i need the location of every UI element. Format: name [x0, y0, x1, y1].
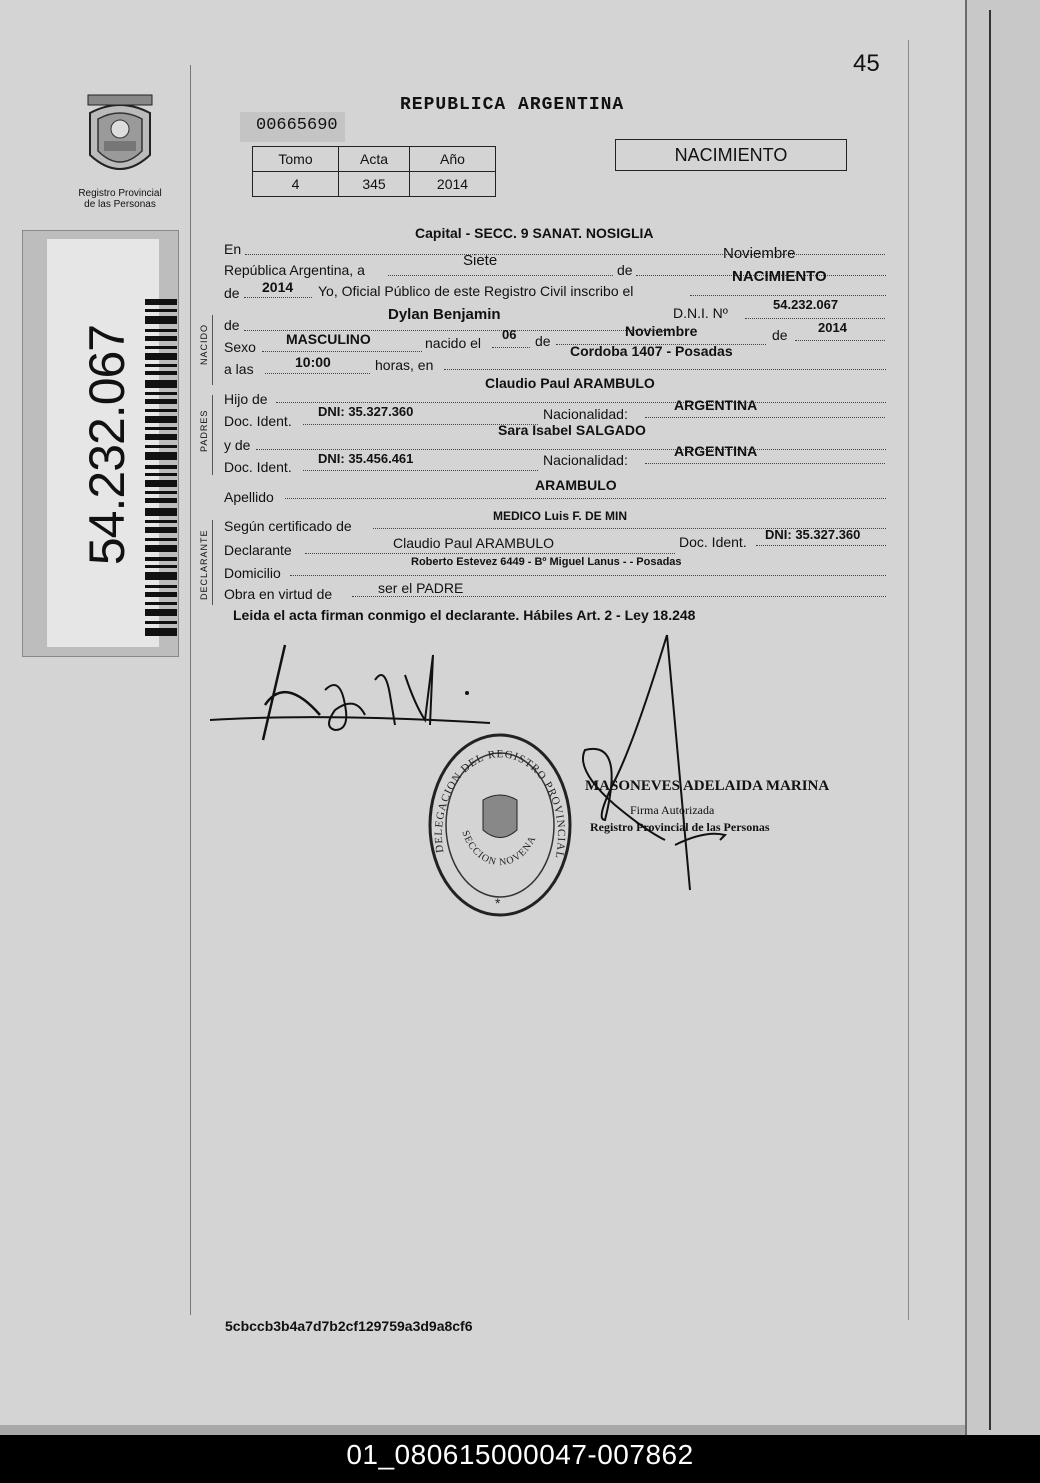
value-mes-nac: Noviembre — [625, 323, 698, 339]
fill-line — [745, 318, 885, 319]
serial-number: 00665690 — [240, 112, 345, 142]
registry-label-line1: Registro Provincial — [78, 188, 162, 199]
page-number: 45 — [853, 50, 880, 77]
fill-line — [303, 470, 538, 471]
left-margin-rule — [190, 65, 191, 1315]
fill-line — [756, 545, 886, 546]
record-table-cell: 4 — [253, 172, 339, 197]
label-horas-en: horas, en — [375, 357, 434, 373]
record-type-box: NACIMIENTO — [615, 139, 847, 171]
record-table-cell: 345 — [339, 172, 410, 197]
label-doc-ident2: Doc. Ident. — [224, 459, 292, 475]
document-title: REPUBLICA ARGENTINA — [400, 95, 625, 115]
svg-text:DELEGACION DEL REGISTRO PROVIN — [421, 721, 568, 864]
record-table — [252, 146, 496, 197]
label-domicilio: Domicilio — [224, 565, 281, 581]
dni-barcode-sticker — [22, 230, 179, 657]
label-y-de: y de — [224, 437, 251, 453]
label-segun: Según certificado de — [224, 518, 352, 534]
value-sexo: MASCULINO — [286, 331, 371, 347]
record-table-header: Tomo — [253, 147, 339, 172]
fill-line — [244, 297, 312, 298]
authority-signature-icon — [575, 630, 735, 895]
stamp-inner-text: SECCION NOVENA — [459, 829, 539, 869]
registry-label — [55, 188, 185, 210]
adjacent-page-edge — [965, 0, 1040, 1435]
right-margin-rule — [908, 40, 909, 1320]
label-de4: de — [772, 327, 788, 343]
record-table-header-row — [253, 147, 496, 172]
section-divider — [212, 315, 213, 385]
value-dia: Siete — [463, 252, 498, 269]
label-yo: Yo, Oficial Público de este Registro Civil inscribo el — [318, 283, 634, 299]
document-hash: 5cbccb3b4a7d7b2cf129759a3d9a8cf6 — [225, 1318, 473, 1334]
fill-line — [388, 275, 613, 276]
side-label-nacido: NACIDO — [199, 323, 209, 365]
label-nacionalidad2: Nacionalidad: — [543, 452, 628, 468]
label-de2: de — [224, 285, 240, 301]
record-table-cell: 2014 — [410, 172, 496, 197]
value-anio: 2014 — [262, 279, 294, 295]
label-doc-ident1: Doc. Ident. — [224, 413, 292, 429]
fill-line — [444, 369, 886, 370]
label-hijo-de: Hijo de — [224, 391, 268, 407]
label-declarante: Declarante — [224, 542, 292, 558]
svg-text:*: * — [495, 895, 501, 911]
value-madre-doc: DNI: 35.456.461 — [318, 451, 414, 466]
official-seal-stamp — [420, 721, 575, 920]
label-sexo: Sexo — [224, 339, 256, 355]
label-obra: Obra en virtud de — [224, 586, 333, 602]
value-declarante-doc: DNI: 35.327.360 — [765, 527, 861, 542]
value-dni: 54.232.067 — [773, 297, 839, 312]
side-label-declarante: DECLARANTE — [199, 529, 209, 600]
fill-line — [285, 498, 886, 499]
stamp-outer-text: DELEGACION DEL REGISTRO PROVINCIAL DE LAS PERSONAS — [420, 721, 568, 864]
value-lugar: Capital - SECC. 9 SANAT. NOSIGLIA — [415, 225, 654, 241]
provincial-crest-icon — [80, 95, 160, 185]
label-a-las: a las — [224, 361, 254, 377]
value-padre-doc: DNI: 35.327.360 — [318, 404, 414, 419]
fill-line — [352, 596, 886, 597]
label-nacido-el: nacido el — [425, 335, 482, 351]
value-hora: 10:00 — [295, 354, 331, 370]
fill-line — [795, 340, 885, 341]
value-madre: Sara Isabel SALGADO — [498, 422, 646, 438]
fill-line — [262, 351, 422, 352]
section-divider — [212, 520, 213, 605]
signer-name: MASONEVES ADELAIDA MARINA — [585, 778, 830, 794]
label-dni: D.N.I. Nº — [673, 305, 728, 321]
value-dia-nac: 06 — [502, 327, 517, 342]
value-declarante: Claudio Paul ARAMBULO — [393, 535, 555, 551]
label-de-nombre: de — [224, 317, 240, 333]
value-madre-nac: ARGENTINA — [674, 443, 758, 459]
value-certificado: MEDICO Luis F. DE MIN — [493, 509, 628, 523]
signer-role: Firma Autorizada — [630, 803, 715, 817]
signer-office: Registro Provincial de las Personas — [590, 820, 770, 834]
value-acto: NACIMIENTO — [732, 268, 827, 285]
fill-line — [290, 575, 886, 576]
section-divider — [212, 395, 213, 475]
label-en: En — [224, 241, 242, 257]
fill-line — [256, 449, 886, 450]
value-mes: Noviembre — [723, 245, 796, 262]
record-table-header: Acta — [339, 147, 410, 172]
closing-statement: Leida el acta firman conmigo el declarante. Hábiles Art. 2 - Ley 18.248 — [233, 607, 696, 623]
label-republica: República Argentina, a — [224, 262, 365, 278]
fill-line — [305, 553, 675, 554]
fill-line — [276, 402, 886, 403]
label-doc-ident3: Doc. Ident. — [679, 534, 747, 550]
value-domicilio: Roberto Estevez 6449 - Bº Miguel Lanus - - Posadas — [411, 556, 682, 568]
label-apellido: Apellido — [224, 489, 274, 505]
barcode-icon — [145, 299, 177, 639]
fill-line — [492, 347, 530, 348]
dni-sticker-number: 54.232.067 — [79, 324, 135, 566]
label-de3: de — [535, 333, 551, 349]
label-de: de — [617, 262, 633, 278]
value-anio-nac: 2014 — [818, 320, 847, 335]
record-table-value-row — [253, 172, 496, 197]
value-padre: Claudio Paul ARAMBULO — [485, 375, 655, 391]
fill-line — [690, 295, 886, 296]
fill-line — [265, 373, 370, 374]
footer-bar — [0, 1435, 1040, 1483]
label-nacionalidad1: Nacionalidad: — [543, 406, 628, 422]
value-lugar-nac: Cordoba 1407 - Posadas — [570, 343, 733, 359]
fill-line — [645, 417, 885, 418]
value-virtud: ser el PADRE — [378, 580, 464, 596]
value-apellido: ARAMBULO — [535, 477, 617, 493]
side-label-padres: PADRES — [199, 409, 209, 452]
footer-code: 01_080615000047-007862 — [346, 1439, 694, 1470]
value-nombre: Dylan Benjamin — [388, 306, 501, 323]
record-table-header: Año — [410, 147, 496, 172]
value-padre-nac: ARGENTINA — [674, 397, 758, 413]
registry-label-line2: de las Personas — [84, 199, 156, 210]
fill-line — [645, 463, 885, 464]
